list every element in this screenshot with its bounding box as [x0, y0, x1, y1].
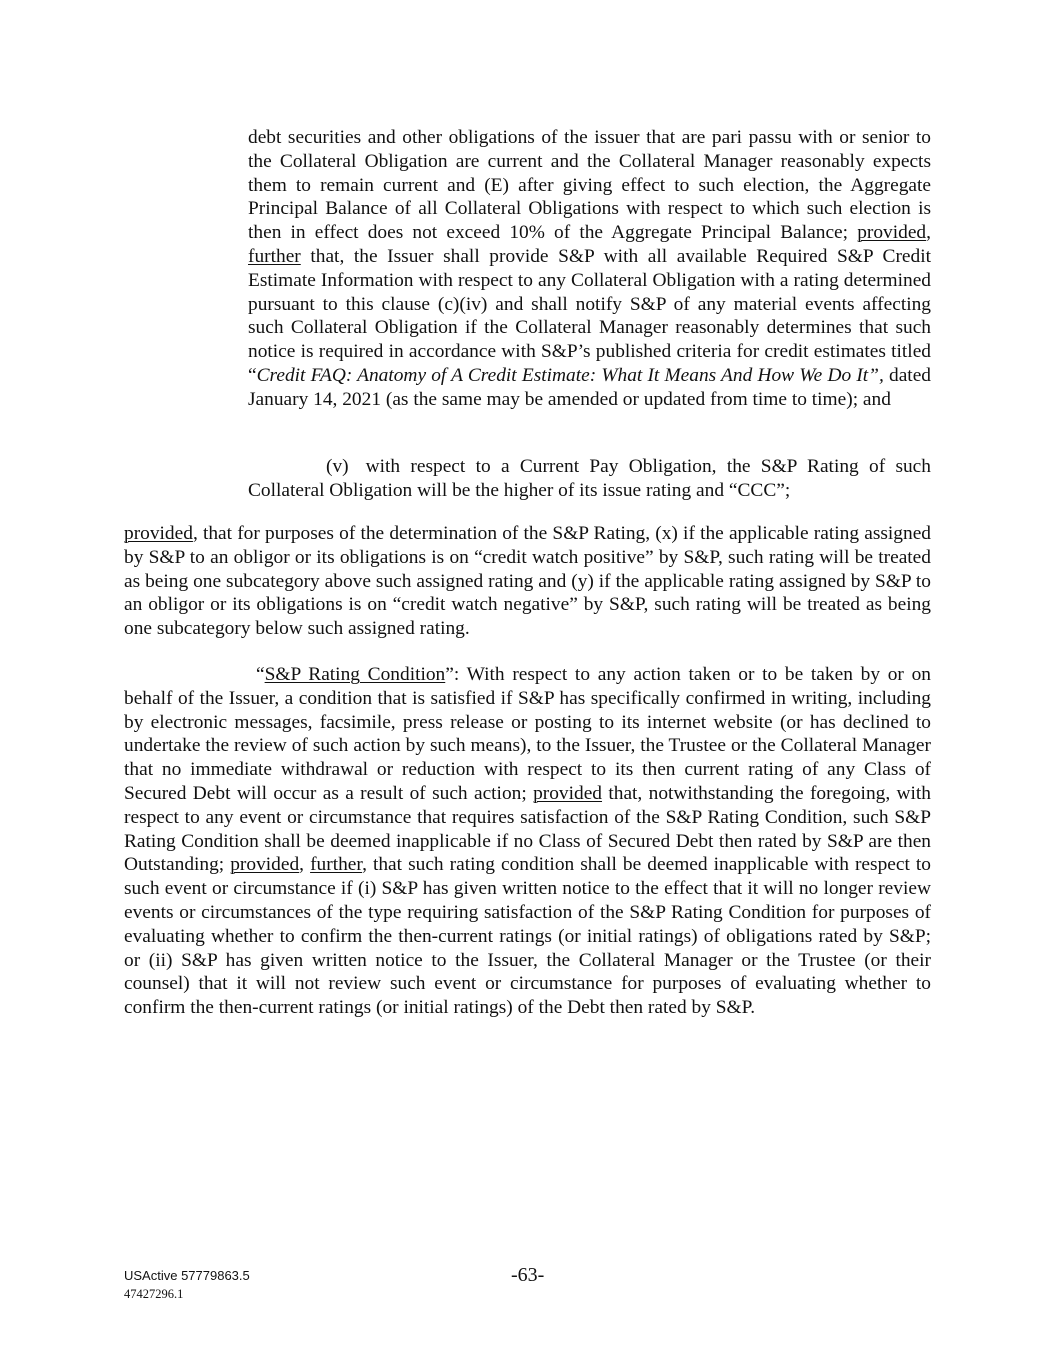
- footer-document-id: USActive 57779863.5: [124, 1268, 250, 1283]
- text-run: ,: [299, 854, 311, 876]
- underlined-further: further: [310, 854, 363, 876]
- paragraph-definition-sp-rating-condition: [124, 663, 931, 1020]
- page-number: -63-: [511, 1264, 545, 1286]
- underlined-provided: provided: [230, 854, 300, 876]
- text-run: , that such rating condition shall be deemed inapplicable with respect to such event or circumstance if (i) S&P has given written notice to the effect that it will no longer review events or circumstances of the type requiring satisfaction of the S&P Rating Condition for purposes of evaluating whether to confirm the then-current ratings (or initial ratings) of obligations rated by S&P; or (ii) S&P has given written notice to the Issuer, the Collateral Manager or the Trustee (or their counsel) that it will not review such event or circumstance for purposes of evaluating whether to confirm the then-current ratings (or initial ratings) of the Debt then rated by S&P.: [124, 854, 931, 1019]
- text-run: , that for purposes of the determination of the S&P Rating, (x) if the applicable rating assigned by S&P to an obligor or its obligations is on “credit watch positive” by S&P, such rating will be treated as being one subcategory above such assigned rating and (y) if the applicable rating assigned by S&P to an obligor or its obligations is on “credit watch negative” by S&P, such rating will be treated as being one subcategory below such assigned rating.: [124, 523, 931, 640]
- text-run: that, notwithstanding the foregoing, with respect to any event or circumstance that requires satisfaction of the S&P Rating Condition, such S&P Rating Condition shall be deemed inapplicable if no Class of Secured Debt then rated by S&P are then Outstanding;: [124, 782, 931, 876]
- text-run: ”: With respect to any action taken or to be taken by or on behalf of the Issuer, a condition that is satisfied if S&P has specifically confirmed in writing, including by electronic messages, facsimile, press release or posting to its internet website (or has declined to undertake the review of such action by such means), to the Issuer, the Trustee or the Collateral Manager that no immediate withdrawal or reduction with respect to its then current rating of any Class of Secured Debt will occur as a result of such action;: [124, 664, 931, 804]
- text-run: dated January 14, 2021 (as the same may be amended or updated from time to time); and: [248, 364, 931, 410]
- paragraph-clause-v: [248, 455, 931, 503]
- underlined-further: further: [248, 245, 301, 267]
- clause-text: with respect to a Current Pay Obligation, the S&P Rating of such Collateral Obligation will be the higher of its issue rating and “CCC”;: [248, 456, 931, 501]
- underlined-provided: provided: [857, 222, 927, 244]
- text-run: ,: [926, 222, 931, 244]
- footer-document-id-secondary: 47427296.1: [124, 1287, 184, 1301]
- clause-label: (v): [326, 456, 349, 477]
- underlined-provided: provided: [533, 782, 603, 804]
- text-run: that, the Issuer shall provide S&P with all available Required S&P Credit Estimate Information with respect to any Collateral Obligation with a rating determined pursuant to this clause (c)(iv) and shall notify S&P of any material events affecting such Collateral Obligation if the Collateral Manager reasonably determines that such notice is required in accordance with S&P’s published criteria for credit estimates titled “: [248, 245, 931, 386]
- defined-term: S&P Rating Condition: [264, 664, 446, 685]
- paragraph-credit-estimate-continuation: [248, 126, 931, 412]
- underlined-provided: provided: [124, 523, 193, 544]
- text-run: “: [256, 664, 265, 685]
- text-run: debt securities and other obligations of the issuer that are pari passu with or senior to the Collateral Obligation are current and the Collateral Manager reasonably expects them to remain current and (E) after giving effect to such election, the Aggregate Principal Balance of all Collateral Obligations with respect to which such election is then in effect does not exceed 10% of the Aggregate Principal Balance;: [248, 127, 931, 244]
- paragraph-proviso-credit-watch: [124, 522, 931, 641]
- italic-criteria-title: Credit FAQ: Anatomy of A Credit Estimate: What It Means And How We Do It”,: [256, 364, 884, 386]
